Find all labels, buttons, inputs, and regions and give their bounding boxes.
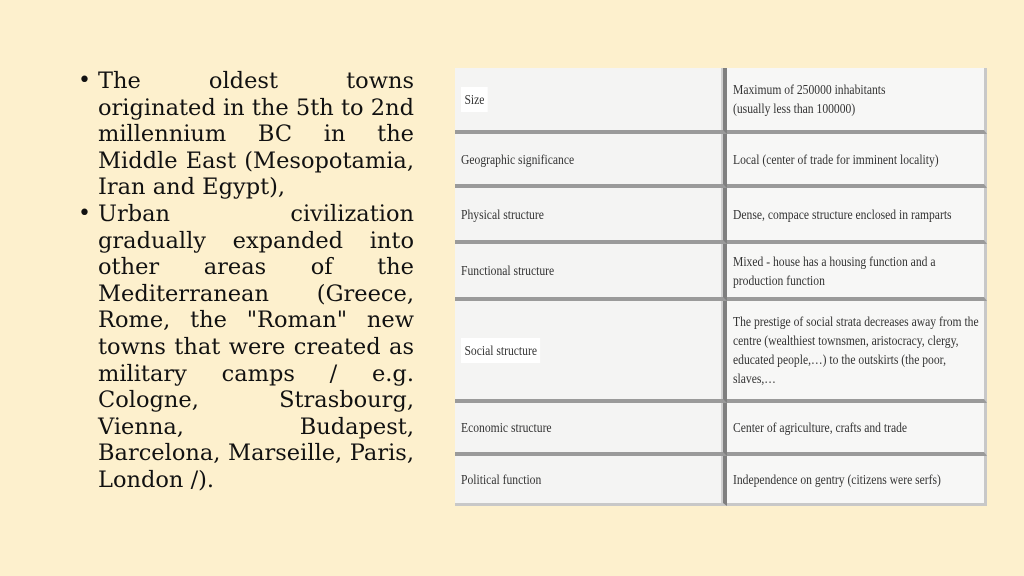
bullet-text: Urban civilization gradually expanded into other areas of the Mediterranean (Greece, Rome, the "Roman" new towns that were created as military camps / e.g. Cologne, Strasbourg, Vienna, Budapest, Barcelona, Marseille, Paris, London /). bbox=[98, 200, 414, 493]
row-label: Social structure bbox=[461, 338, 540, 363]
row-value-line: The prestige of social strata decreases away from the centre (wealthiest townsmen, aristocracy, clergy, educated people,…) to the outskirts (the poor, slaves,… bbox=[733, 314, 979, 386]
row-label-cell bbox=[455, 456, 727, 506]
row-label-cell bbox=[455, 244, 727, 301]
row-value-cell bbox=[727, 301, 987, 403]
row-value-cell bbox=[727, 188, 987, 244]
town-characteristics-table bbox=[455, 68, 987, 506]
row-value-cell bbox=[727, 68, 987, 134]
row-label: Political function bbox=[461, 472, 542, 487]
row-label: Functional structure bbox=[461, 263, 555, 278]
row-value-line: Maximum of 250000 inhabitants bbox=[733, 82, 886, 97]
bullet-text: The oldest towns originated in the 5th to 2nd millennium BC in the Middle East (Mesopotamia, Iran and Egypt), bbox=[98, 68, 414, 201]
row-value-line: Mixed - house has a housing function and a bbox=[733, 253, 936, 269]
town-characteristics-table-image bbox=[455, 68, 987, 506]
row-label: Economic structure bbox=[461, 420, 552, 435]
row-value-line: Dense, compace structure enclosed in ramparts bbox=[733, 206, 952, 222]
row-label-cell bbox=[455, 301, 727, 403]
table-row bbox=[455, 456, 987, 506]
table-row bbox=[455, 403, 987, 456]
row-value-line: Center of agriculture, crafts and trade bbox=[733, 420, 908, 435]
row-value-line: Independence on gentry (citizens were serfs) bbox=[733, 472, 941, 487]
row-label-cell bbox=[455, 188, 727, 244]
table-row bbox=[455, 68, 987, 134]
row-value-cell bbox=[727, 456, 987, 506]
table-row bbox=[455, 188, 987, 244]
bullet-marker: • bbox=[78, 68, 91, 93]
table-row bbox=[455, 134, 987, 188]
row-label: Physical structure bbox=[461, 206, 544, 222]
bullet-item-oldest-towns bbox=[74, 68, 414, 201]
row-value-cell bbox=[727, 244, 987, 301]
row-label-cell bbox=[455, 68, 727, 134]
row-value-cell bbox=[727, 134, 987, 188]
bullet-marker: • bbox=[78, 200, 91, 226]
table-row bbox=[455, 301, 987, 403]
row-label: Size bbox=[461, 87, 488, 112]
row-label: Geographic significance bbox=[461, 151, 575, 167]
row-value-cell bbox=[727, 403, 987, 456]
table-row bbox=[455, 244, 987, 301]
bullet-list bbox=[74, 68, 414, 494]
row-value-line: Local (center of trade for imminent locality) bbox=[733, 151, 939, 167]
row-label-cell bbox=[455, 403, 727, 456]
row-label-cell bbox=[455, 134, 727, 188]
bullet-item-urban-civilization bbox=[74, 201, 414, 494]
row-value-line: (usually less than 100000) bbox=[733, 101, 856, 116]
row-value-line: production function bbox=[733, 272, 825, 288]
